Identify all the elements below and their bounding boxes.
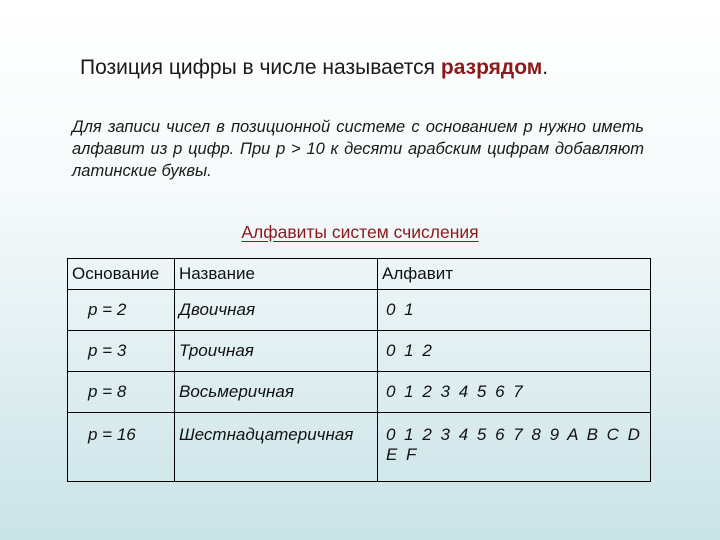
- cell-base: p = 3: [68, 331, 175, 372]
- header-name: Название: [175, 259, 378, 290]
- heading-text: Позиция цифры в числе называется: [80, 56, 441, 79]
- table-row: [68, 331, 651, 372]
- cell-name: Шестнадцатеричная: [175, 413, 378, 482]
- heading-accent-term: разрядом: [440, 56, 543, 79]
- cell-base: p = 8: [68, 372, 175, 413]
- cell-alphabet: 0 1 2 3 4 5 6 7 8 9 A B C D E F: [378, 413, 651, 482]
- table-header-row: [68, 259, 651, 290]
- heading-period: .: [542, 56, 549, 79]
- alphabets-table: [67, 258, 651, 482]
- table-title-text: Алфавиты систем счисления: [241, 222, 479, 242]
- cell-base: p = 16: [68, 413, 175, 482]
- page-heading: [80, 56, 700, 80]
- header-base: Основание: [68, 259, 175, 290]
- cell-name: Троичная: [175, 331, 378, 372]
- cell-name: Восьмеричная: [175, 372, 378, 413]
- header-alphabet: Алфавит: [378, 259, 651, 290]
- table-title: [0, 222, 720, 243]
- cell-name: Двоичная: [175, 290, 378, 331]
- table-row: [68, 372, 651, 413]
- table-row: [68, 413, 651, 482]
- cell-alphabet: 0 1 2: [378, 331, 651, 372]
- cell-base: p = 2: [68, 290, 175, 331]
- cell-alphabet: 0 1: [378, 290, 651, 331]
- cell-alphabet: 0 1 2 3 4 5 6 7: [378, 372, 651, 413]
- table-row: [68, 290, 651, 331]
- description-paragraph: Для записи чисел в позиционной системе с основанием p нужно иметь алфавит из p цифр. При p > 10 к десяти арабским цифрам добавляют латинские буквы.: [72, 118, 644, 180]
